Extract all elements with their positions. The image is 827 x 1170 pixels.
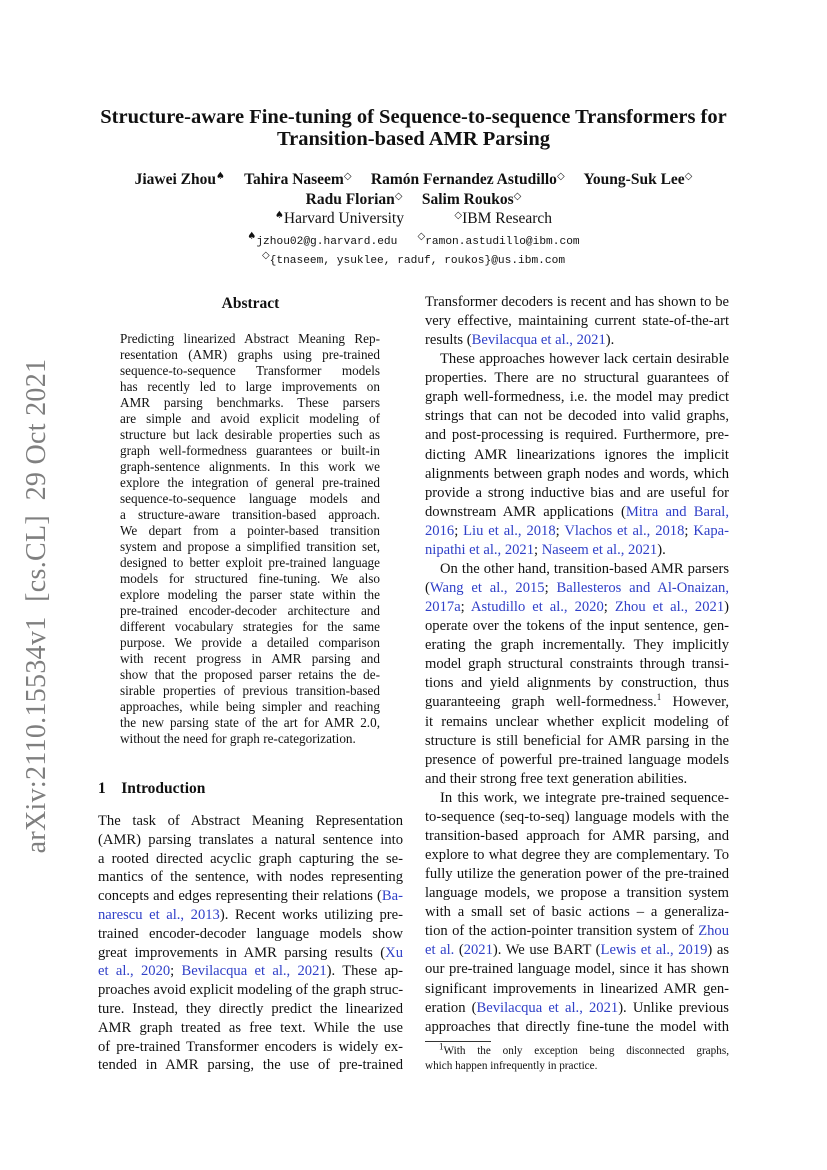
text-line: structure is still beneficial for AMR parsing in the [425,732,729,749]
affiliation-mark: ◇ [684,171,693,182]
text-line: In this work, we integrate pre-trained sequence- [440,789,729,806]
text-line: concepts and edges representing their relations (Ba- [98,888,403,905]
text-line: We depart from a pointer-based transition [120,523,380,538]
citation-link[interactable]: Astudillo et al., 2020 [470,599,604,616]
affiliation-name: Harvard University [283,210,404,227]
text-line: fully utilize the generation power of the pre-trained [425,866,729,883]
footnote-mark: 1 [439,1041,444,1052]
text-line: show that the proposed parser retains the de- [120,667,380,682]
text-line: approaches that directly fine-tune the model with [425,1018,729,1035]
citation-link[interactable]: et al. [425,942,455,959]
section-title: Introduction [121,780,206,797]
text-line: without the need for graph re-categorization. [120,731,356,746]
text-line: These approaches however lack certain desirable [440,351,729,368]
text-line: very effective, maintaining current state-of-the-art [425,313,729,330]
footnote-ref[interactable]: 1 [656,692,662,703]
text-line: and post-processing is required. Furthermore, pre- [425,427,729,444]
affiliation-mark: ◇ [513,191,522,202]
text-line: it remains unclear whether explicit modeling of [425,713,729,730]
text-line: tions and yield alignments by construction, thus [425,675,729,692]
text-line: with recent progress in AMR parsing and [120,651,380,666]
text-line: tended in AMR parsing, the use of pre-trained [98,1057,403,1074]
affiliations [0,206,827,229]
citation-link[interactable]: Ba- [381,888,403,905]
paper-title-line-2: Transition-based AMR Parsing [277,128,550,150]
citation-link[interactable]: Bevilacqua et al., 2021 [181,963,327,980]
citation-link[interactable]: Mitra and Baral, [625,503,729,520]
text-line: transition-based approach for AMR parsing, and [425,827,729,844]
footnote-divider [425,1041,491,1042]
email[interactable]: jzhou02@g.harvard.edu [256,236,398,248]
text-line: alignments between graph nodes and words, which [425,465,729,482]
affiliation-mark: ♠ [274,210,284,221]
text-line: our pre-trained language model, since it has shown [425,961,729,978]
text-line: to-sequence (seq-to-seq) language models with the [425,808,729,825]
author-name: Ramón Fernandez Astudillo [370,171,557,188]
text-line: are simple and avoid explicit modeling of [120,411,380,426]
text-line: system and propose a simplified transition set, [120,539,380,554]
citation-link[interactable]: Lewis et al., 2019 [600,942,708,959]
text-line: erating the graph incrementally. They implicitly [425,637,729,654]
text-line: significant improvements in linearized AMR gen- [425,980,729,997]
citation-link[interactable]: nipathi et al., 2021 [425,541,535,558]
text-line: mantics of the sentence, with nodes representing [98,869,403,886]
author-name: Salim Roukos [421,191,514,208]
text-line: et al. (2021). We use BART (Lewis et al., 2019) as [425,942,729,959]
text-line: AMR graph treated as free text. While the use [98,1019,403,1036]
citation-link[interactable]: Kapa- [693,522,729,539]
text-line: operate over the tokens of the input sentence, gen- [425,618,729,635]
text-line: has recently led to large improvements on [120,379,380,394]
affiliation-mark: ◇ [454,210,463,221]
text-line: Transformer decoders is recent and has shown to be [425,294,729,310]
text-line: sequence-to-sequence language models and [120,491,380,506]
text-line: dicting AMR linearizations ignores the implicit [425,446,729,463]
text-line: presence of powerful pre-trained language models [425,751,729,768]
text-line: downstream AMR applications (Mitra and Baral, [425,503,729,520]
citation-link[interactable]: narescu et al., 2013 [98,907,220,923]
text-line: strings that can not be decoded into valid graphs, [425,408,729,425]
citation-link[interactable]: Liu et al., 2018 [463,522,556,539]
affiliation-mark: ◇ [556,171,565,182]
citation-link[interactable]: Zhou [698,923,729,940]
citation-link[interactable]: Zhou et al., 2021 [614,599,725,616]
text-line: graph well-formedness, i.e. the model may predict [425,389,729,406]
affiliation-mark: ◇ [261,250,270,261]
text-line: with a small set of basic actions – a generaliza- [425,904,729,921]
author-name: Jiawei Zhou [134,171,217,188]
text-line: language models, we propose a transition system [425,885,729,902]
citation-link[interactable]: Wang et al., 2015 [429,580,545,597]
arxiv-identifier-stamp: arXiv:2110.15534v1 [cs.CL] 29 Oct 2021 [21,358,52,854]
citation-link[interactable]: Bevilacqua et al., 2021 [471,332,606,349]
text-line: tion of the action-pointer transition system of Zhou [425,923,729,940]
affiliation-name: IBM Research [462,210,553,227]
affiliation-mark: ♠ [216,171,225,182]
text-line: different vocabulary strategies for the same [120,619,380,634]
citation-link[interactable]: Naseem et al., 2021 [541,541,658,558]
author-name: Young-Suk Lee [583,171,685,188]
text-line: properties. There are no structural guarantees of [425,370,729,387]
text-line: On the other hand, transition-based AMR parsers [440,560,729,577]
text-line: proaches avoid explicit modeling of the graph struc- [98,982,404,999]
text-line: et al., 2020; Bevilacqua et al., 2021). These ap- [98,963,404,980]
affiliation-mark: ◇ [417,231,426,242]
text-line: provide a strong inductive bias and are useful for [425,484,729,501]
text-line: approaches, while being simpler and reaching [120,699,380,714]
text-line: The task of Abstract Meaning Representation [98,813,403,829]
text-line: sirable properties of previous transition-based [120,683,380,698]
email[interactable]: ramon.astudillo@ibm.com [425,236,580,248]
author-name: Tahira Naseem [244,171,344,188]
citation-link[interactable]: Xu [385,944,403,961]
text-line: pre-trained encoder-decoder architecture and [120,603,380,618]
text-line: (AMR) parsing translates a natural sentence into [98,831,403,848]
citation-link[interactable]: 2021 [463,942,493,959]
text-line: AMR parsing benchmarks. These parsers [120,395,380,410]
text-line: trained encoder-decoder language models show [98,925,403,942]
footnote-line: With the only exception being disconnected graphs, [443,1045,729,1057]
text-line: 2016; Liu et al., 2018; Vlachos et al., 2018; Kapa- [425,522,729,539]
text-line: graph well-formedness guarantees or built-in [120,443,380,458]
text-line: narescu et al., 2013). Recent works utilizing pre- [98,907,404,923]
section-number: 1 [98,780,106,797]
footnote-line-2: which happen infrequently in practice. [425,1060,598,1072]
text-line: explore the integration of general pre-trained [120,475,380,490]
text-line: the new parsing state of the art for AMR 2.0, [120,715,380,730]
text-line: model graph structural constraints through transi- [425,656,729,673]
text-line: a structure-aware transition-based approach. [120,507,380,522]
section-heading-introduction [98,780,205,798]
author-name: Radu Florian [305,191,395,208]
text-line: eration (Bevilacqua et al., 2021). Unlike previous [425,999,729,1016]
citation-link[interactable]: 2016 [425,522,455,539]
text-line: 2017a; Astudillo et al., 2020; Zhou et al., 2021) [425,599,729,616]
text-line: a rooted directed acyclic graph capturing the se- [98,850,403,867]
text-line: results (Bevilacqua et al., 2021). [425,332,615,349]
text-line: nipathi et al., 2021; Naseem et al., 2021). [425,541,666,558]
text-line: explore to what degree they are complementary. To [425,847,729,864]
text-line: of pre-trained Transformer encoders is widely ex- [98,1038,403,1055]
text-line: Predicting linearized Abstract Meaning Rep- [120,331,380,346]
text-line: purpose. We provide a detailed comparison [120,635,380,650]
affiliation-mark: ◇ [343,171,352,182]
text-line: explore modeling the parser state within the [120,587,380,602]
email-line-2 [0,247,827,270]
paper-title-line-1: Structure-aware Fine-tuning of Sequence-to-sequence Transformers for [100,106,727,128]
text-line: resentation (AMR) graphs using pre-trained [120,347,380,362]
text-line: models for structured fine-tuning. We also [120,571,380,586]
citation-link[interactable]: Vlachos et al., 2018 [564,522,685,539]
citation-link[interactable]: Ballesteros and Al-Onaizan, [556,580,729,597]
text-line: designed to better exploit pre-trained language [120,555,380,570]
citation-link[interactable]: 2017a [425,599,461,616]
abstract-heading: Abstract [221,295,280,312]
affiliation-mark: ◇ [394,191,403,202]
text-line: great improvements in AMR parsing results (Xu [98,944,403,961]
text-line: guaranteeing graph well-formedness.$^1$ However, [425,692,729,711]
text-line: and their strong free text generation abilities. [425,770,688,787]
citation-link[interactable]: Bevilacqua et al., 2021 [476,999,619,1016]
text-line: (Wang et al., 2015; Ballesteros and Al-Onaizan, [425,580,729,597]
affiliation-mark: ♠ [247,231,257,242]
text-line: sequence-to-sequence Transformer models [120,363,380,378]
citation-link[interactable]: et al., 2020 [98,963,171,980]
email[interactable]: {tnaseem, ysuklee, raduf, roukos}@us.ibm.com [269,255,566,267]
footnote [425,1041,729,1059]
text-line: structure but lack desirable properties such as [120,427,380,442]
text-line: ture. Instead, they directly predict the linearized [98,1001,403,1017]
text-line: graph-sentence alignments. In this work we [120,459,380,474]
